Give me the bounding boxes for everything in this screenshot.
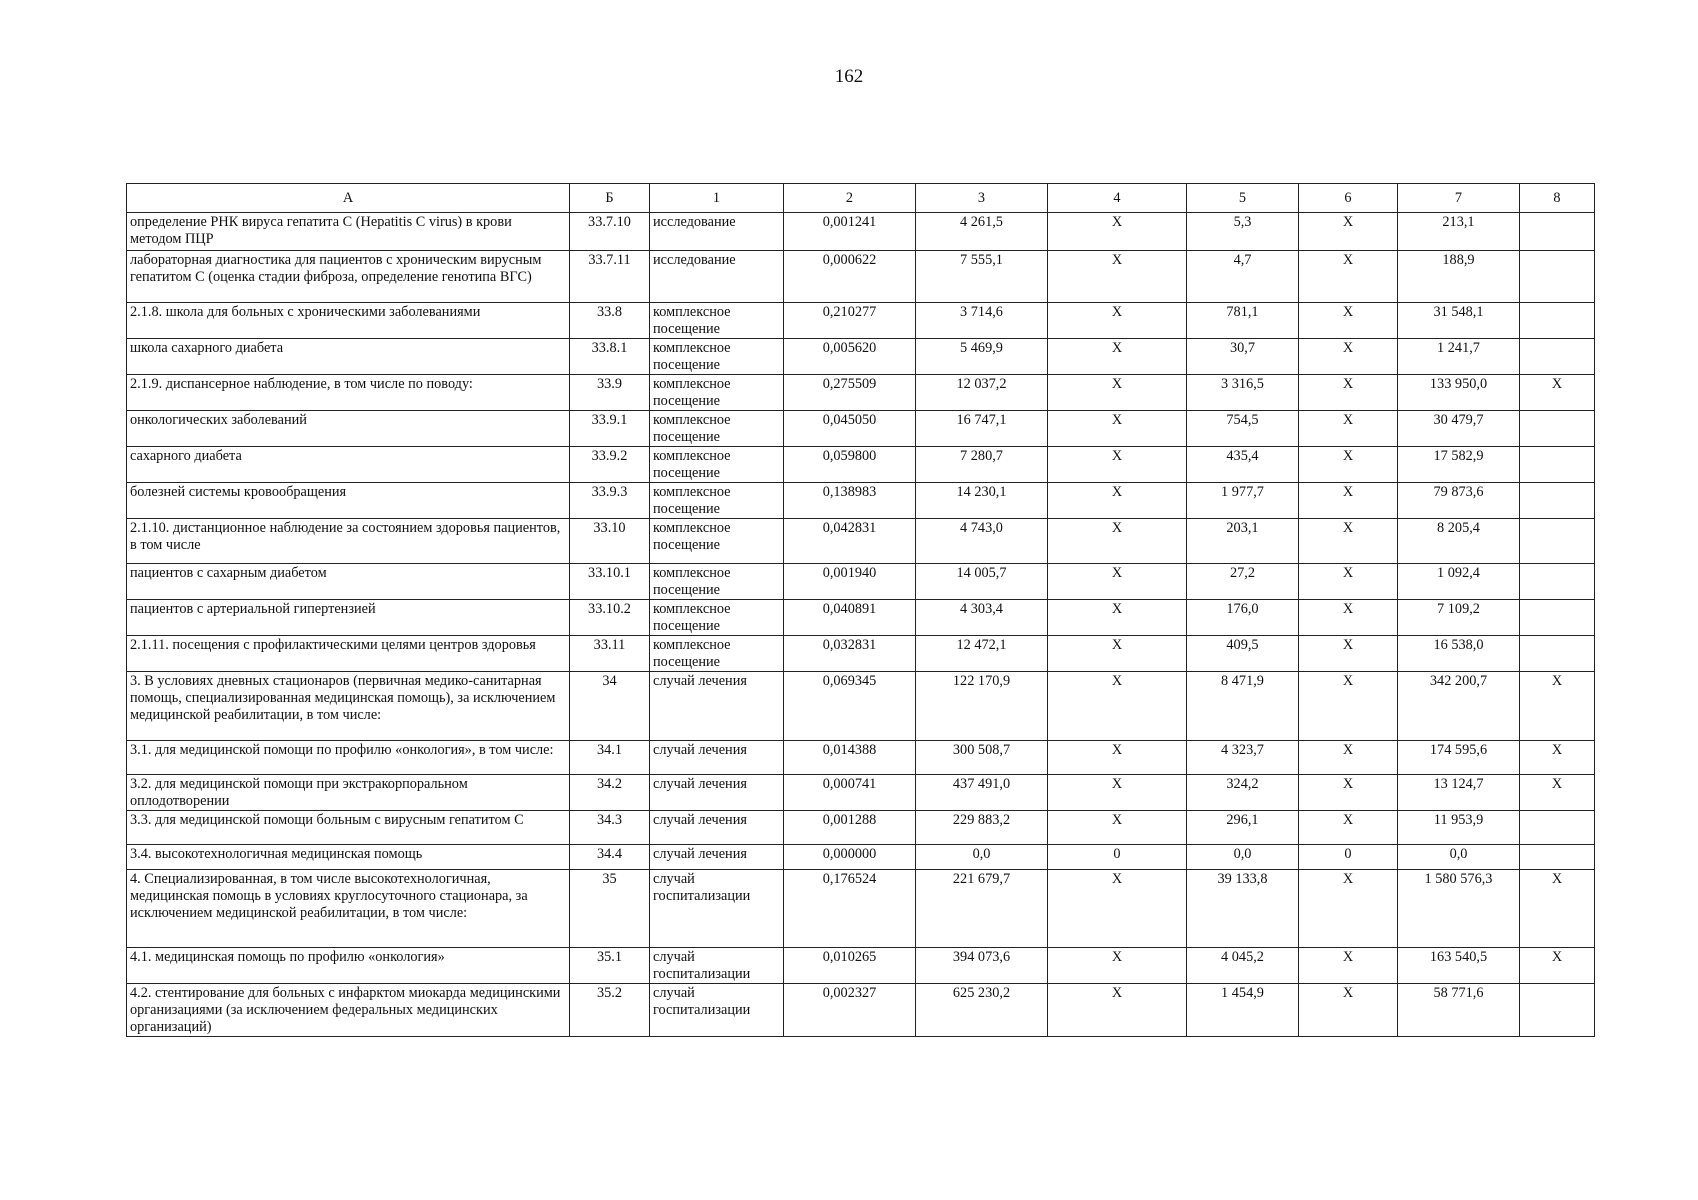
cell-name: 3.3. для медицинской помощи больным с вирусным гепатитом С: [127, 811, 570, 845]
cell-col-3: 16 747,1: [916, 411, 1048, 447]
cell-col-6: Х: [1299, 600, 1398, 636]
cell-unit: случай лечения: [650, 845, 784, 870]
cell-col-2: 0,059800: [784, 447, 916, 483]
cell-code: 33.10.1: [570, 564, 650, 600]
cell-col-5: 30,7: [1187, 339, 1299, 375]
cell-name: 2.1.10. дистанционное наблюдение за состоянием здоровья пациентов, в том числе: [127, 519, 570, 564]
cell-name: 4. Специализированная, в том числе высокотехнологичная, медицинская помощь в условиях круглосуточного стационара, за исключением медицинской реабилитации, в том числе:: [127, 870, 570, 948]
cell-code: 34: [570, 672, 650, 741]
cell-col-2: 0,002327: [784, 984, 916, 1037]
cell-code: 34.1: [570, 741, 650, 775]
header-col-b: Б: [570, 184, 650, 213]
cell-col-6: Х: [1299, 984, 1398, 1037]
cell-code: 35.1: [570, 948, 650, 984]
cell-col-3: 14 005,7: [916, 564, 1048, 600]
cell-col-7: 30 479,7: [1398, 411, 1520, 447]
header-col-3: 3: [916, 184, 1048, 213]
cell-col-3: 7 280,7: [916, 447, 1048, 483]
cell-col-7: 0,0: [1398, 845, 1520, 870]
table-row: [127, 870, 1595, 948]
cell-col-5: 435,4: [1187, 447, 1299, 483]
cell-col-6: Х: [1299, 672, 1398, 741]
cell-name: школа сахарного диабета: [127, 339, 570, 375]
cell-col-4: Х: [1048, 775, 1187, 811]
cell-col-3: 229 883,2: [916, 811, 1048, 845]
table-row: [127, 303, 1595, 339]
data-table: [126, 183, 1595, 1037]
cell-col-6: Х: [1299, 636, 1398, 672]
cell-col-7: 163 540,5: [1398, 948, 1520, 984]
cell-col-6: Х: [1299, 213, 1398, 251]
cell-col-6: Х: [1299, 411, 1398, 447]
cell-col-3: 221 679,7: [916, 870, 1048, 948]
cell-unit: комплексное посещение: [650, 600, 784, 636]
cell-col-4: Х: [1048, 741, 1187, 775]
table-row: [127, 600, 1595, 636]
cell-col-2: 0,042831: [784, 519, 916, 564]
table-row: [127, 564, 1595, 600]
cell-name: 3.2. для медицинской помощи при экстракорпоральном оплодотворении: [127, 775, 570, 811]
table-row: [127, 672, 1595, 741]
cell-col-3: 300 508,7: [916, 741, 1048, 775]
table-row: [127, 375, 1595, 411]
cell-col-8: [1520, 411, 1595, 447]
cell-col-8: [1520, 845, 1595, 870]
cell-code: 33.9: [570, 375, 650, 411]
table-row: [127, 984, 1595, 1037]
cell-col-3: 4 303,4: [916, 600, 1048, 636]
cell-col-5: 5,3: [1187, 213, 1299, 251]
cell-col-2: 0,000741: [784, 775, 916, 811]
cell-name: 3. В условиях дневных стационаров (первичная медико-санитарная помощь, специализированная медицинская помощь), за исключением медицинской реабилитации, в том числе:: [127, 672, 570, 741]
cell-unit: случай лечения: [650, 775, 784, 811]
cell-col-4: 0: [1048, 845, 1187, 870]
cell-col-8: [1520, 213, 1595, 251]
cell-col-5: 0,0: [1187, 845, 1299, 870]
cell-col-5: 296,1: [1187, 811, 1299, 845]
cell-unit: комплексное посещение: [650, 303, 784, 339]
cell-name: 4.1. медицинская помощь по профилю «онкология»: [127, 948, 570, 984]
cell-name: 4.2. стентирование для больных с инфарктом миокарда медицинскими организациями (за исключением федеральных медицинских организаций): [127, 984, 570, 1037]
cell-col-8: Х: [1520, 672, 1595, 741]
cell-name: 2.1.9. диспансерное наблюдение, в том числе по поводу:: [127, 375, 570, 411]
header-col-7: 7: [1398, 184, 1520, 213]
cell-col-8: [1520, 564, 1595, 600]
cell-unit: комплексное посещение: [650, 375, 784, 411]
cell-col-2: 0,176524: [784, 870, 916, 948]
cell-unit: исследование: [650, 213, 784, 251]
cell-name: онкологических заболеваний: [127, 411, 570, 447]
cell-col-4: Х: [1048, 984, 1187, 1037]
cell-col-8: Х: [1520, 741, 1595, 775]
table-row: [127, 339, 1595, 375]
cell-col-5: 1 454,9: [1187, 984, 1299, 1037]
cell-col-4: Х: [1048, 447, 1187, 483]
cell-col-7: 11 953,9: [1398, 811, 1520, 845]
cell-code: 35.2: [570, 984, 650, 1037]
cell-col-7: 8 205,4: [1398, 519, 1520, 564]
cell-col-2: 0,275509: [784, 375, 916, 411]
cell-col-5: 3 316,5: [1187, 375, 1299, 411]
cell-col-8: [1520, 519, 1595, 564]
cell-col-2: 0,032831: [784, 636, 916, 672]
cell-col-8: [1520, 303, 1595, 339]
cell-col-8: Х: [1520, 375, 1595, 411]
header-col-a: А: [127, 184, 570, 213]
cell-col-5: 176,0: [1187, 600, 1299, 636]
cell-name: 2.1.8. школа для больных с хроническими заболеваниями: [127, 303, 570, 339]
cell-col-4: Х: [1048, 303, 1187, 339]
header-col-4: 4: [1048, 184, 1187, 213]
cell-col-7: 31 548,1: [1398, 303, 1520, 339]
cell-col-3: 0,0: [916, 845, 1048, 870]
table-row: [127, 213, 1595, 251]
cell-col-5: 27,2: [1187, 564, 1299, 600]
cell-code: 33.9.3: [570, 483, 650, 519]
table-row: [127, 447, 1595, 483]
cell-col-5: 781,1: [1187, 303, 1299, 339]
cell-col-4: Х: [1048, 672, 1187, 741]
cell-col-2: 0,040891: [784, 600, 916, 636]
cell-col-5: 4 045,2: [1187, 948, 1299, 984]
cell-col-4: Х: [1048, 600, 1187, 636]
cell-col-7: 133 950,0: [1398, 375, 1520, 411]
cell-col-3: 394 073,6: [916, 948, 1048, 984]
cell-col-8: [1520, 339, 1595, 375]
cell-col-6: Х: [1299, 447, 1398, 483]
table-body: [127, 213, 1595, 1037]
cell-col-6: Х: [1299, 303, 1398, 339]
table-row: [127, 811, 1595, 845]
cell-col-7: 17 582,9: [1398, 447, 1520, 483]
cell-col-4: Х: [1048, 375, 1187, 411]
cell-code: 33.10.2: [570, 600, 650, 636]
cell-col-6: Х: [1299, 775, 1398, 811]
cell-col-4: Х: [1048, 213, 1187, 251]
cell-col-8: Х: [1520, 775, 1595, 811]
cell-unit: случай лечения: [650, 672, 784, 741]
cell-col-6: Х: [1299, 251, 1398, 303]
cell-col-8: [1520, 600, 1595, 636]
cell-col-6: Х: [1299, 741, 1398, 775]
cell-name: 2.1.11. посещения с профилактическими целями центров здоровья: [127, 636, 570, 672]
cell-col-4: Х: [1048, 519, 1187, 564]
cell-name: 3.1. для медицинской помощи по профилю «онкология», в том числе:: [127, 741, 570, 775]
table-row: [127, 741, 1595, 775]
cell-name: лабораторная диагностика для пациентов с хроническим вирусным гепатитом С (оценка стадии фиброза, определение генотипа ВГС): [127, 251, 570, 303]
cell-col-7: 7 109,2: [1398, 600, 1520, 636]
cell-unit: исследование: [650, 251, 784, 303]
cell-col-6: Х: [1299, 870, 1398, 948]
cell-code: 33.7.11: [570, 251, 650, 303]
cell-col-3: 625 230,2: [916, 984, 1048, 1037]
cell-col-4: Х: [1048, 636, 1187, 672]
cell-code: 34.4: [570, 845, 650, 870]
cell-col-7: 1 241,7: [1398, 339, 1520, 375]
cell-col-2: 0,001241: [784, 213, 916, 251]
cell-col-4: Х: [1048, 948, 1187, 984]
cell-col-5: 8 471,9: [1187, 672, 1299, 741]
cell-col-7: 58 771,6: [1398, 984, 1520, 1037]
header-col-8: 8: [1520, 184, 1595, 213]
cell-col-8: [1520, 984, 1595, 1037]
header-col-1: 1: [650, 184, 784, 213]
cell-col-7: 188,9: [1398, 251, 1520, 303]
cell-code: 33.8.1: [570, 339, 650, 375]
cell-col-3: 122 170,9: [916, 672, 1048, 741]
cell-unit: комплексное посещение: [650, 519, 784, 564]
header-col-6: 6: [1299, 184, 1398, 213]
cell-col-6: Х: [1299, 375, 1398, 411]
cell-col-5: 324,2: [1187, 775, 1299, 811]
cell-col-6: Х: [1299, 483, 1398, 519]
cell-col-3: 7 555,1: [916, 251, 1048, 303]
cell-col-2: 0,005620: [784, 339, 916, 375]
cell-unit: случай лечения: [650, 741, 784, 775]
table-row: [127, 483, 1595, 519]
cell-code: 35: [570, 870, 650, 948]
table-row: [127, 948, 1595, 984]
cell-col-2: 0,010265: [784, 948, 916, 984]
cell-col-5: 203,1: [1187, 519, 1299, 564]
cell-col-2: 0,000622: [784, 251, 916, 303]
cell-col-2: 0,045050: [784, 411, 916, 447]
cell-col-6: Х: [1299, 519, 1398, 564]
cell-col-7: 16 538,0: [1398, 636, 1520, 672]
cell-name: сахарного диабета: [127, 447, 570, 483]
cell-col-8: Х: [1520, 870, 1595, 948]
cell-col-3: 12 037,2: [916, 375, 1048, 411]
cell-col-2: 0,138983: [784, 483, 916, 519]
cell-col-5: 4,7: [1187, 251, 1299, 303]
cell-col-8: [1520, 483, 1595, 519]
cell-col-2: 0,000000: [784, 845, 916, 870]
header-col-5: 5: [1187, 184, 1299, 213]
cell-code: 33.11: [570, 636, 650, 672]
cell-col-4: Х: [1048, 870, 1187, 948]
cell-unit: комплексное посещение: [650, 447, 784, 483]
cell-col-3: 3 714,6: [916, 303, 1048, 339]
table-header-row: [127, 184, 1595, 213]
cell-name: пациентов с сахарным диабетом: [127, 564, 570, 600]
cell-col-7: 1 092,4: [1398, 564, 1520, 600]
table-row: [127, 775, 1595, 811]
cell-col-7: 1 580 576,3: [1398, 870, 1520, 948]
cell-col-6: Х: [1299, 948, 1398, 984]
page-number: 162: [834, 66, 864, 87]
cell-unit: комплексное посещение: [650, 483, 784, 519]
cell-col-6: 0: [1299, 845, 1398, 870]
cell-col-2: 0,069345: [784, 672, 916, 741]
cell-col-3: 14 230,1: [916, 483, 1048, 519]
cell-unit: комплексное посещение: [650, 411, 784, 447]
cell-col-6: Х: [1299, 564, 1398, 600]
cell-col-2: 0,001940: [784, 564, 916, 600]
cell-col-5: 1 977,7: [1187, 483, 1299, 519]
cell-code: 34.3: [570, 811, 650, 845]
cell-unit: случай госпитализации: [650, 870, 784, 948]
cell-code: 33.9.2: [570, 447, 650, 483]
cell-col-4: Х: [1048, 339, 1187, 375]
cell-col-4: Х: [1048, 564, 1187, 600]
table-row: [127, 251, 1595, 303]
cell-unit: комплексное посещение: [650, 636, 784, 672]
cell-col-8: [1520, 251, 1595, 303]
table-row: [127, 845, 1595, 870]
cell-col-2: 0,210277: [784, 303, 916, 339]
cell-col-8: Х: [1520, 948, 1595, 984]
cell-col-4: Х: [1048, 483, 1187, 519]
cell-col-7: 342 200,7: [1398, 672, 1520, 741]
cell-col-7: 13 124,7: [1398, 775, 1520, 811]
cell-name: пациентов с артериальной гипертензией: [127, 600, 570, 636]
cell-col-5: 4 323,7: [1187, 741, 1299, 775]
table-row: [127, 636, 1595, 672]
cell-col-5: 409,5: [1187, 636, 1299, 672]
cell-col-7: 174 595,6: [1398, 741, 1520, 775]
cell-col-2: 0,001288: [784, 811, 916, 845]
cell-col-3: 4 743,0: [916, 519, 1048, 564]
cell-code: 33.8: [570, 303, 650, 339]
cell-name: определение РНК вируса гепатита С (Hepatitis C virus) в крови методом ПЦР: [127, 213, 570, 251]
cell-col-4: Х: [1048, 251, 1187, 303]
cell-col-5: 754,5: [1187, 411, 1299, 447]
cell-unit: случай госпитализации: [650, 948, 784, 984]
cell-unit: случай лечения: [650, 811, 784, 845]
cell-col-6: Х: [1299, 339, 1398, 375]
cell-col-8: [1520, 811, 1595, 845]
cell-name: 3.4. высокотехнологичная медицинская помощь: [127, 845, 570, 870]
cell-col-5: 39 133,8: [1187, 870, 1299, 948]
cell-col-3: 437 491,0: [916, 775, 1048, 811]
table-row: [127, 519, 1595, 564]
cell-code: 33.7.10: [570, 213, 650, 251]
cell-col-3: 4 261,5: [916, 213, 1048, 251]
cell-code: 34.2: [570, 775, 650, 811]
cell-col-3: 5 469,9: [916, 339, 1048, 375]
cell-unit: комплексное посещение: [650, 339, 784, 375]
cell-col-8: [1520, 636, 1595, 672]
header-col-2: 2: [784, 184, 916, 213]
cell-col-8: [1520, 447, 1595, 483]
cell-unit: комплексное посещение: [650, 564, 784, 600]
cell-code: 33.9.1: [570, 411, 650, 447]
cell-col-4: Х: [1048, 811, 1187, 845]
cell-name: болезней системы кровообращения: [127, 483, 570, 519]
cell-col-3: 12 472,1: [916, 636, 1048, 672]
cell-col-4: Х: [1048, 411, 1187, 447]
cell-col-2: 0,014388: [784, 741, 916, 775]
cell-col-7: 79 873,6: [1398, 483, 1520, 519]
table-row: [127, 411, 1595, 447]
cell-unit: случай госпитализации: [650, 984, 784, 1037]
cell-col-7: 213,1: [1398, 213, 1520, 251]
cell-col-6: Х: [1299, 811, 1398, 845]
cell-code: 33.10: [570, 519, 650, 564]
